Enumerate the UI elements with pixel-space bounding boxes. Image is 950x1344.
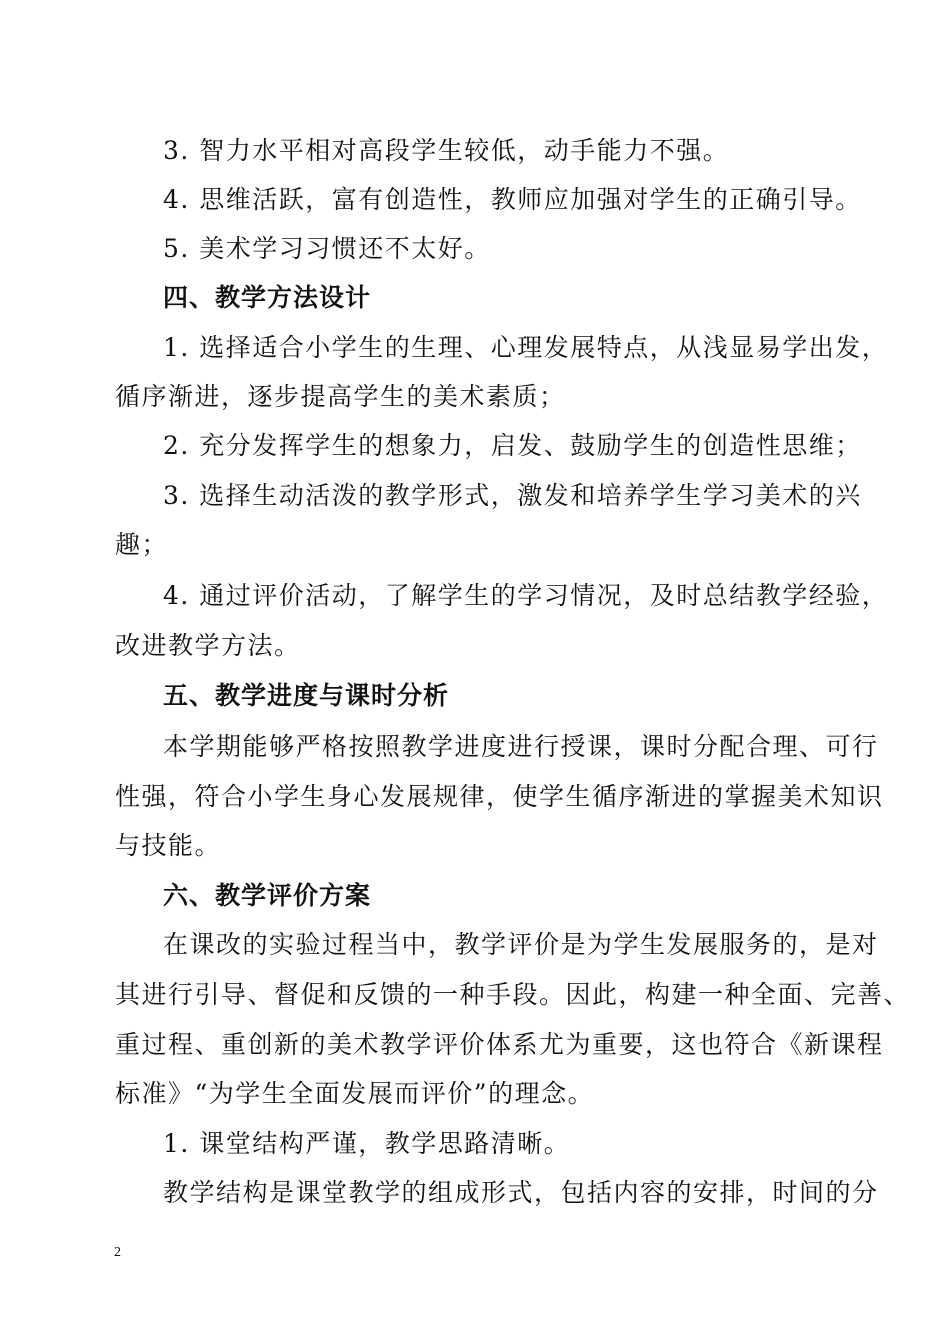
paragraph-line: 在课改的实验过程当中，教学评价是为学生发展服务的，是对 bbox=[163, 930, 879, 959]
paragraph-line: 其进行引导、督促和反馈的一种手段。因此，构建一种全面、完善、 bbox=[115, 980, 911, 1009]
list-item-3: 3. 智力水平相对高段学生较低，动手能力不强。 bbox=[163, 136, 730, 165]
paragraph-line: 循序渐进，逐步提高学生的美术素质； bbox=[115, 382, 566, 411]
paragraph-line: 改进教学方法。 bbox=[115, 631, 301, 660]
paragraph-line: 标准》“为学生全面发展而评价”的理念。 bbox=[115, 1079, 595, 1108]
section-heading-schedule: 五、教学进度与课时分析 bbox=[163, 681, 450, 710]
paragraph-line: 趣； bbox=[115, 530, 169, 559]
list-item-4: 4. 思维活跃，富有创造性，教师应加强对学生的正确引导。 bbox=[163, 185, 862, 214]
page-number: 2 bbox=[114, 1245, 121, 1260]
paragraph-line: 重过程、重创新的美术教学评价体系尤为重要，这也符合《新课程 bbox=[115, 1030, 884, 1059]
section-heading-methods: 四、教学方法设计 bbox=[163, 283, 372, 312]
paragraph-line: 教学结构是课堂教学的组成形式，包括内容的安排，时间的分 bbox=[163, 1178, 879, 1207]
paragraph-line: 4. 通过评价活动，了解学生的学习情况，及时总结教学经验， bbox=[163, 581, 889, 610]
paragraph-line: 2. 充分发挥学生的想象力，启发、鼓励学生的创造性思维； bbox=[163, 431, 862, 460]
paragraph-line: 1. 选择适合小学生的生理、心理发展特点，从浅显易学出发， bbox=[163, 333, 889, 362]
paragraph-line: 1. 课堂结构严谨，教学思路清晰。 bbox=[163, 1129, 571, 1158]
paragraph-line: 性强，符合小学生身心发展规律，使学生循序渐进的掌握美术知识 bbox=[115, 782, 884, 811]
list-item-5: 5. 美术学习习惯还不太好。 bbox=[163, 234, 491, 263]
section-heading-evaluation: 六、教学评价方案 bbox=[163, 881, 372, 910]
paragraph-line: 与技能。 bbox=[115, 831, 222, 860]
paragraph-line: 3. 选择生动活泼的教学形式，激发和培养学生学习美术的兴 bbox=[163, 481, 862, 510]
paragraph-line: 本学期能够严格按照教学进度进行授课，课时分配合理、可行 bbox=[163, 732, 879, 761]
